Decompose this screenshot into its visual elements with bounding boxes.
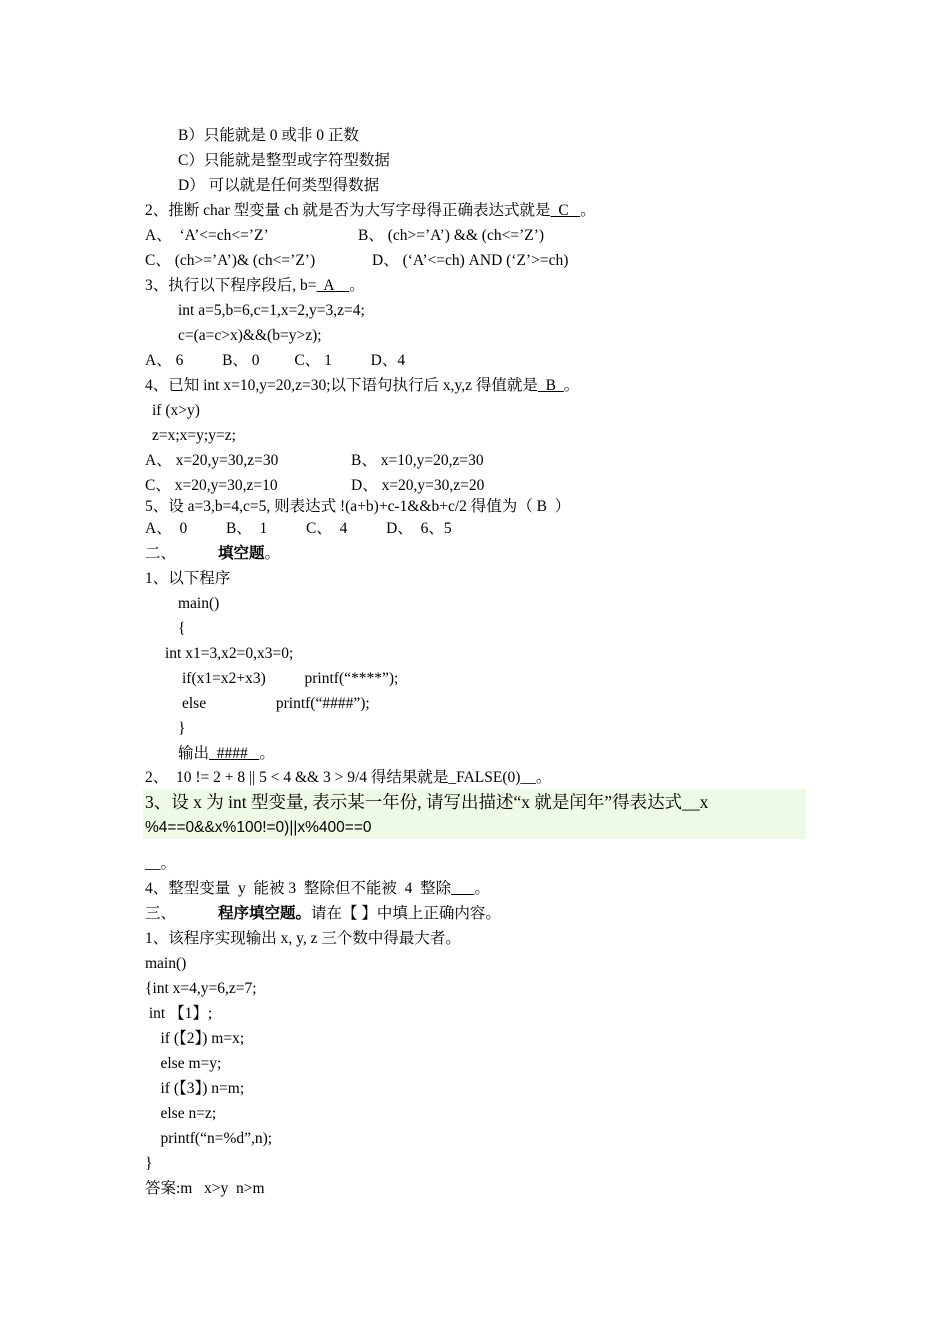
q2-answer: C: [550, 202, 581, 219]
q2-option-b: B、 (ch>=’A’) && (ch<=’Z’): [358, 227, 545, 244]
section-2-title: 填空题: [218, 545, 265, 562]
q2-prefix: 2、推断 char 型变量 ch 就是否为大写字母得正确表达式就是: [145, 202, 551, 219]
q3-answer: A: [316, 277, 350, 294]
q2-option-d: D、 (‘A’<=ch) AND (‘Z’>=ch): [372, 252, 569, 269]
fill1-output-answer: ####: [209, 745, 260, 762]
fill1-code-line: else printf(“####”);: [182, 695, 370, 712]
q5-question: 5、设 a=3,b=4,c=5, 则表达式 !(a+b)+c-1&&b+c/2 得值为（ B ）: [145, 498, 571, 515]
fill3-line-1: 3、设 x 为 int 型变量, 表示某一年份, 请写出描述“x 就是闰年”得表达式__x: [145, 792, 709, 812]
section-2-number: 二、: [145, 545, 177, 562]
prog1-code-line: printf(“n=%d”,n);: [145, 1130, 273, 1147]
fill4-blank: [451, 880, 474, 897]
fill1-code-line: }: [178, 720, 186, 737]
section-2-heading: [145, 544, 280, 564]
q4-option-a: A、 x=20,y=30,z=30: [145, 452, 279, 469]
prog1-code-line: main(): [145, 955, 187, 972]
q3-prefix: 3、执行以下程序段后, b=: [145, 277, 317, 294]
prog1-code-line: }: [145, 1155, 153, 1172]
q4-option-b: B、 x=10,y=20,z=30: [351, 452, 484, 469]
fill1-output-suffix: 。: [259, 745, 275, 762]
q4-question: [145, 376, 579, 396]
q3-code-line-2: c=(a=c>x)&&(b=y>z);: [178, 327, 322, 344]
q4-option-d: D、 x=20,y=30,z=20: [351, 477, 485, 494]
fill3-line-3: __。: [145, 855, 177, 872]
q3-suffix: 。: [349, 277, 365, 294]
q5-options: A、 0 B、 1 C、 4 D、 6、5: [145, 520, 452, 537]
q4-code-line-2: z=x;x=y;y=z;: [152, 427, 236, 444]
q2-suffix: 。: [580, 202, 596, 219]
prog1-code-line: int 【1】;: [145, 1005, 213, 1022]
q2-option-a: A、 ‘A’<=ch<=’Z’: [145, 227, 269, 244]
fill1-output: [178, 744, 275, 764]
section-3-title: 程序填空题。: [218, 905, 312, 922]
fill1-title: 1、以下程序: [145, 570, 231, 587]
q3-question: [145, 276, 365, 296]
q4-prefix: 4、已知 int x=10,y=20,z=30;以下语句执行后 x,y,z 得值就是: [145, 377, 538, 394]
section-2-suffix: 。: [264, 545, 281, 562]
q4-answer: B: [537, 377, 564, 394]
q3-code-line-1: int a=5,b=6,c=1,x=2,y=3,z=4;: [178, 302, 365, 319]
q4-suffix: 。: [563, 377, 580, 394]
fill3-line-2: %4==0&&x%100!=0)||x%400==0: [145, 819, 372, 836]
fill2-question: 2、 10 != 2 + 8 || 5 < 4 && 3 > 9/4 得结果就是_FALSE(0)__。: [145, 769, 552, 786]
fill1-code-line: if(x1=x2+x3) printf(“****”);: [182, 670, 399, 687]
prog1-code-line: else m=y;: [145, 1055, 222, 1072]
fill4-question: [145, 879, 490, 899]
fill1-code-line: main(): [178, 595, 220, 612]
fill4-text: 4、整型变量 y 能被 3 整除但不能被 4 整除: [145, 880, 452, 897]
prog1-code-line: {int x=4,y=6,z=7;: [145, 980, 257, 997]
q4-code-line-1: if (x>y): [152, 402, 200, 419]
section-3-heading: [145, 904, 501, 924]
fill1-output-prefix: 输出: [178, 745, 210, 762]
prog1-code-line: if (【2】) m=x;: [145, 1030, 245, 1047]
fill1-code-line: {: [178, 620, 186, 637]
prog1-answer: 答案:m x>y n>m: [145, 1180, 265, 1197]
q2-option-c: C、 (ch>=’A’)& (ch<=’Z’): [145, 252, 316, 269]
fill4-suffix: 。: [474, 880, 490, 897]
q4-option-c: C、 x=20,y=30,z=10: [145, 477, 278, 494]
q2-question: [145, 201, 596, 221]
q3-options: A、 6 B、 0 C、 1 D、4: [145, 352, 406, 369]
q1-option-b: B）只能就是 0 或非 0 正数: [178, 127, 359, 144]
prog1-code-line: else n=z;: [145, 1105, 217, 1122]
section-3-number: 三、: [145, 905, 177, 922]
q1-option-c: C）只能就是整型或字符型数据: [178, 152, 390, 169]
q1-option-d: D） 可以就是任何类型得数据: [178, 177, 380, 194]
prog1-code-line: if (【3】) n=m;: [145, 1080, 245, 1097]
section-3-instruction: 请在【 】中填上正确内容。: [311, 905, 501, 922]
prog1-title: 1、该程序实现输出 x, y, z 三个数中得最大者。: [145, 930, 461, 947]
fill1-code-line: int x1=3,x2=0,x3=0;: [165, 645, 294, 662]
